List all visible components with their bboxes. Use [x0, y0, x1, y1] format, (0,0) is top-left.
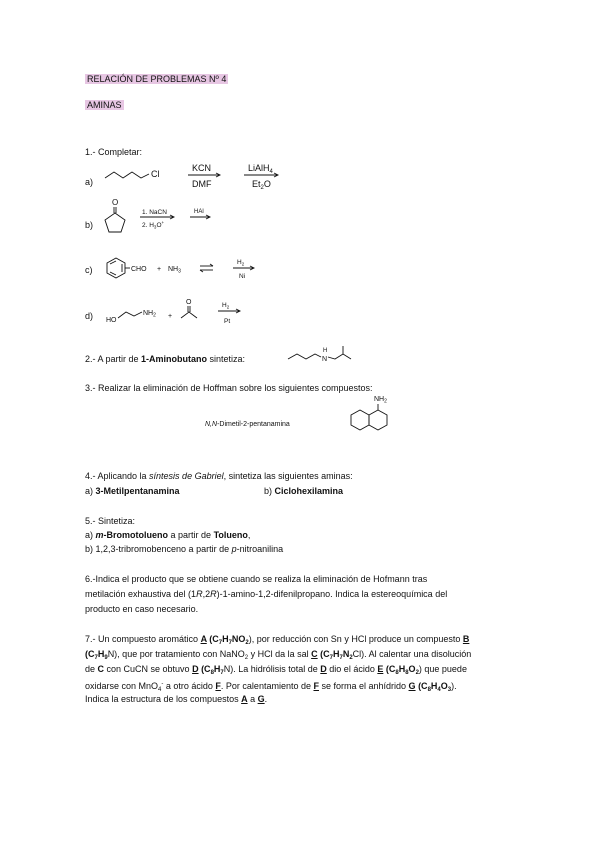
- scheme-1c: [100, 252, 270, 287]
- target-amine-2: [285, 343, 365, 368]
- problem-6-line-3: producto en caso necesario.: [85, 604, 199, 614]
- svg-text:H: H: [323, 348, 328, 354]
- chlorine-atom: Cl: [151, 169, 160, 179]
- decalin-amine: [342, 394, 407, 444]
- problem-7-line-5: Indica la estructura de los compuestos A a G.: [85, 694, 268, 704]
- ethanolamine-chain: [118, 312, 142, 318]
- plus-sign-1c: +: [157, 266, 162, 273]
- reagent-1a-ether: $Et_2O$: [252, 179, 271, 191]
- scheme-1a: [100, 160, 290, 200]
- problem-3: 3.- Realizar la eliminación de Hoffman sobre los siguientes compuestos:: [85, 383, 373, 393]
- reagent-1a-top: KCN: [192, 163, 212, 173]
- reagent-1d-top: $H_2$: [222, 302, 230, 310]
- item-1d-label: d): [85, 311, 94, 321]
- chlorobutane-chain: [105, 172, 149, 178]
- problem-2: 2.- A partir de 1-Aminobutano sintetiza:: [85, 354, 246, 364]
- item-1b-label: b): [85, 220, 94, 230]
- problem-6-line-2: metilación exhaustiva del (1R,2R)-1-amino-1,2-difenilpropano. Indica la estereoquímica del: [85, 589, 448, 599]
- acetone-skeleton: [181, 312, 197, 318]
- problem-5b: b) 1,2,3-tribromobenceno a partir de p-nitroanilina: [85, 544, 284, 554]
- reagent-1a-lialh4: LiAlH$_4$: [248, 163, 273, 175]
- subtitle-highlight: AMINAS: [87, 100, 122, 110]
- problem-5-heading: 5.- Sintetiza:: [85, 516, 136, 526]
- plus-sign-1d: +: [168, 313, 173, 320]
- problem-7-line-3: de C con CuCN se obtuvo D $(C_8H_7N)$. La hidrólisis total de D dio el ácido E $(C_8H_8O_2)$ que puede: [85, 664, 467, 676]
- reagent-1c-bottom: Ni: [239, 273, 246, 280]
- svg-text:N: N: [322, 356, 328, 363]
- compound-3a: N,N-Dimetil-2-pentanamina: [205, 421, 290, 428]
- hydroxyl-group: HO: [106, 317, 117, 324]
- scheme-1d: [100, 295, 270, 335]
- reagent-1b-hal: HAl: [194, 209, 204, 215]
- ammonia: $NH_3$: [168, 266, 181, 275]
- aldehyde-group: CHO: [131, 266, 147, 273]
- problem-4b: b) Ciclohexilamina: [264, 486, 344, 496]
- svg-text:NH2: $NH_2$: [374, 396, 387, 405]
- item-1c-label: c): [85, 265, 93, 275]
- problem-7-line-1: 7.- Un compuesto aromático A $(C_7H_7NO_2)$, por reducción con Sn y HCl produce un compuesto B: [85, 634, 470, 646]
- problem-4a: a) 3-Metilpentanamina: [85, 486, 180, 496]
- acetone-oxygen: O: [186, 299, 192, 306]
- reagent-1b-bottom: 2. $H_3O^+$: [142, 220, 165, 230]
- title-highlight: RELACIÓN DE PROBLEMAS Nº 4: [87, 74, 227, 84]
- problem-7-line-4: oxidarse con MnO$_4$- a otro ácido F. Por calentamiento de F se forma el anhídrido G $(C_8H_4O_3)$.: [85, 681, 457, 693]
- amino-group: $NH_2$: [143, 310, 156, 319]
- cyclopentanone-ring: [105, 213, 125, 232]
- reagent-1a-bottom: DMF: [192, 179, 212, 189]
- page-subtitle: [85, 99, 124, 111]
- scheme-1b: [100, 195, 230, 240]
- reagent-1d-bottom: Pt: [224, 318, 231, 325]
- problem-7-line-2: $(C_7H_9N)$, que por tratamiento con NaNO$_2$ y HCl da la sal C $(C_7H_7N_2Cl)$. Al calentar una disolución: [85, 649, 472, 661]
- problem-6-line-1: 6.-Indica el producto que se obtiene cuando se realiza la eliminación de Hofmann tras: [85, 574, 428, 584]
- problem-5a: a) m-Bromotolueno a partir de Tolueno,: [85, 530, 251, 540]
- reagent-1b-top: 1. NaCN: [142, 209, 167, 216]
- reagent-1c-top: $H_2$: [237, 259, 245, 267]
- problem-4: 4.- Aplicando la síntesis de Gabriel, sintetiza las siguientes aminas:: [85, 471, 353, 481]
- problem-1-heading: 1.- Completar:: [85, 147, 143, 157]
- item-1a-label: a): [85, 177, 94, 187]
- page-title: [85, 73, 228, 85]
- carbonyl-oxygen: O: [112, 198, 119, 207]
